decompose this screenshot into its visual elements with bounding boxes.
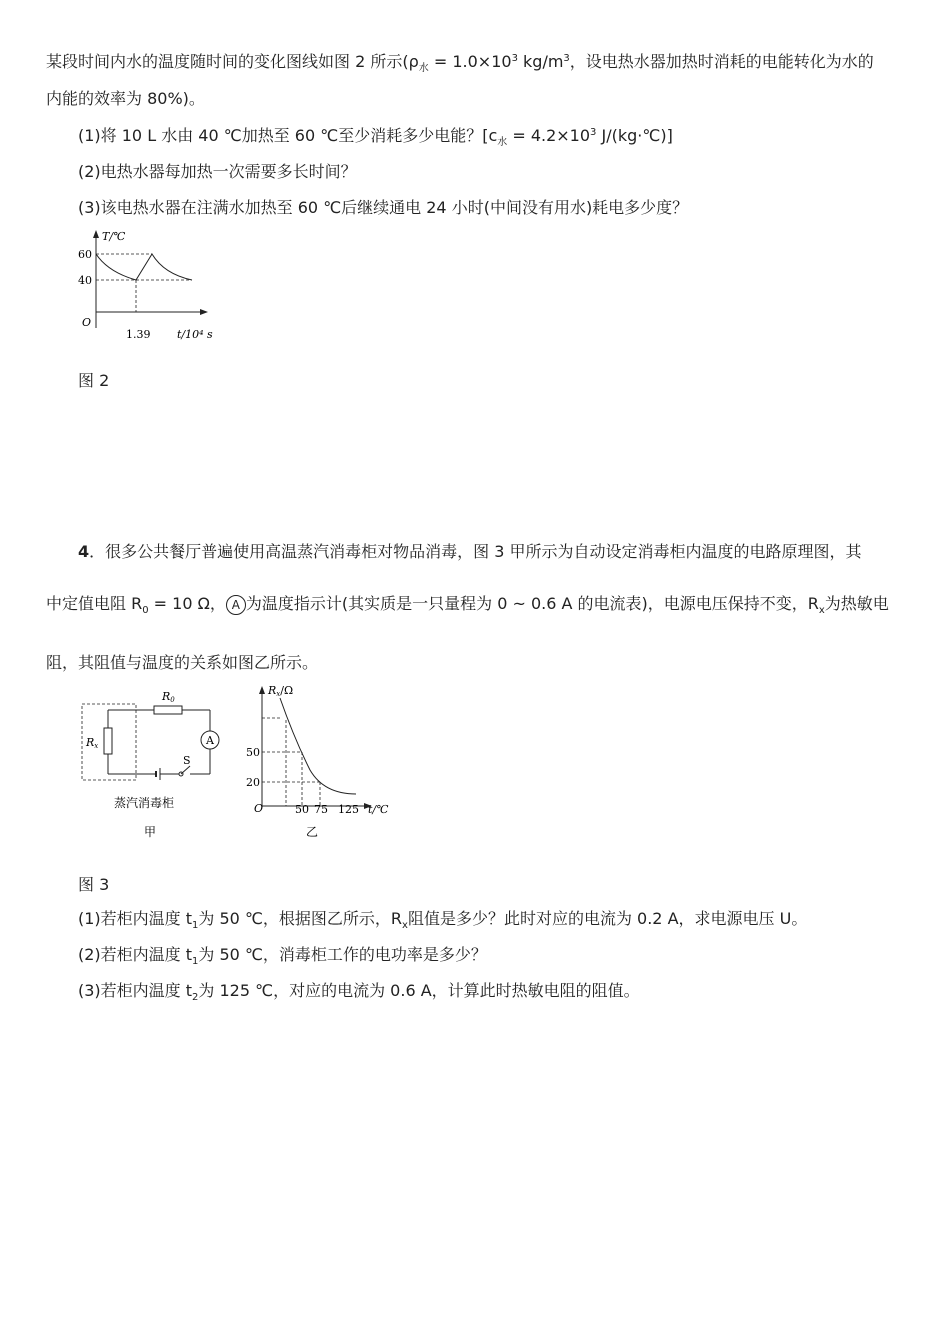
switch-label: S <box>183 754 191 767</box>
x-tick-50: 50 <box>295 803 309 816</box>
figure-2-caption: 图 2 <box>78 371 110 390</box>
resistor-r0 <box>154 706 182 714</box>
y-tick-20: 20 <box>246 776 260 789</box>
y-tick-40: 40 <box>78 274 92 287</box>
y-axis-label: Rx/Ω <box>268 684 294 698</box>
q4-line3: 阻，其阻值与温度的关系如图乙所示。 <box>46 653 319 672</box>
q4-line1: 4．很多公共餐厅普遍使用高温蒸汽消毒柜对物品消毒，图 3 甲所示为自动设定消毒柜内温度的电路原理图，其 <box>78 542 862 561</box>
switch-lever <box>181 766 190 774</box>
q3-part3: (3)该电热水器在注满水加热至 60 ℃后继续通电 24 小时(中间没有用水)耗电多少度？ <box>78 198 689 217</box>
q4-part3: (3)若柜内温度 $t_2$为 125 ℃，对应的电流为 0.6 A，计算此时热敏电阻的阻值。 <box>78 981 640 1004</box>
y-axis-label: T/℃ <box>102 230 126 243</box>
q3-part1: (1)将 10 L 水由 40 ℃加热至 60 ℃至少消耗多少电能？[$c_水 = 4.2\times 10^3$ J/(kg·℃)] <box>78 126 673 149</box>
r0-label: R0 <box>162 690 175 704</box>
ammeter-symbol: A <box>226 595 246 615</box>
y-tick-60: 60 <box>78 248 92 261</box>
figure-3b-caption: 乙 <box>306 825 319 839</box>
x-axis-label: t/10⁴ s <box>177 328 213 341</box>
figure-3a-caption: 甲 <box>144 825 157 839</box>
resistance-curve <box>280 698 356 794</box>
figure-3-caption: 图 3 <box>78 875 110 894</box>
x-tick-75: 75 <box>314 803 328 816</box>
y-tick-50: 50 <box>246 746 260 759</box>
q4-part2: (2)若柜内温度 $t_1$为 50 ℃，消毒柜工作的电功率是多少？ <box>78 945 487 968</box>
figure-3a-circuit <box>78 686 238 842</box>
y-axis-arrow <box>259 686 265 694</box>
cabinet-label: 蒸汽消毒柜 <box>114 796 175 810</box>
figure-3b-resistance-graph <box>244 682 396 842</box>
x-tick-125: 125 <box>338 803 359 816</box>
q4-part1: (1)若柜内温度 $t_1$为 50 ℃，根据图乙所示，$R_x$阻值是多少？此时对应的电流为 0.2 A，求电源电压 U。 <box>78 909 808 932</box>
figure-2-temperature-graph <box>74 226 234 348</box>
q4-number: 4 <box>78 542 90 561</box>
q3-intro-line1: 某段时间内水的温度随时间的变化图线如图 2 所示($\rho_水 = 1.0\times 10^3$ $kg/m^3$，设电热水器加热时消耗的电能转化为水的 <box>46 52 874 75</box>
origin-label: O <box>82 316 92 329</box>
temperature-curve <box>96 254 192 280</box>
ammeter-label: A <box>206 734 214 747</box>
x-tick-139: 1.39 <box>126 328 151 341</box>
x-axis-arrow <box>200 309 208 315</box>
resistor-rx <box>104 728 112 754</box>
x-axis-label: t/℃ <box>368 803 389 816</box>
rx-label: Rx <box>86 736 99 750</box>
q3-part2: (2)电热水器每加热一次需要多长时间？ <box>78 162 357 181</box>
q3-intro-line2: 内能的效率为 80%)。 <box>46 89 205 108</box>
q4-line2: 中定值电阻 $R_0 = 10$ Ω， A 为温度指示计(其实质是一只量程为 0 ~ 0.6 A 的电流表)，电源电压保持不变，$R_x$为热敏电 <box>46 594 889 617</box>
origin-label: O <box>254 802 264 815</box>
y-axis-arrow <box>93 230 99 238</box>
